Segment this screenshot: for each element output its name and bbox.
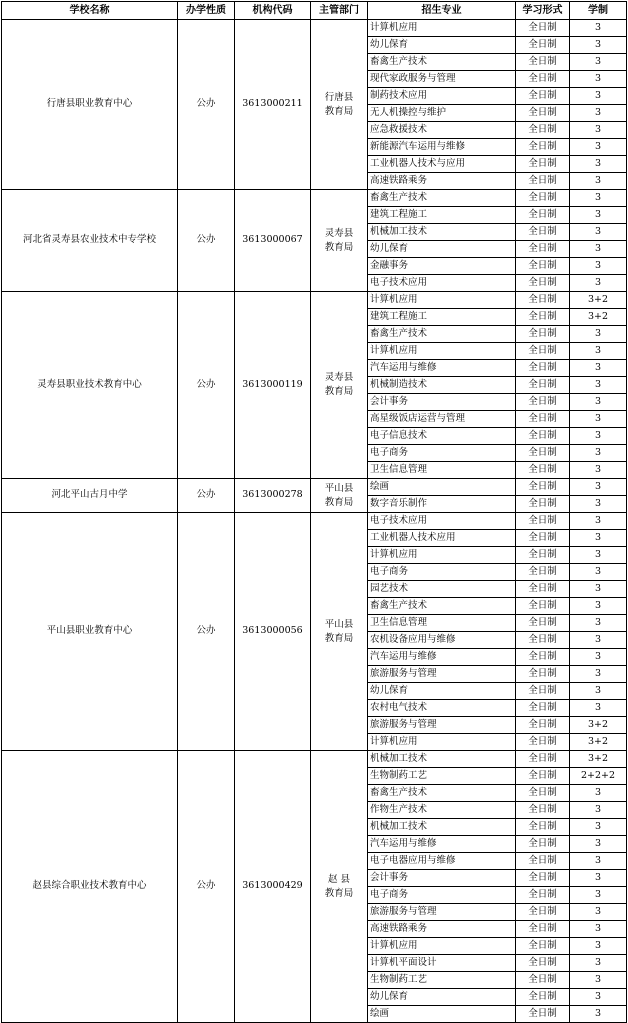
school-name-cell: 平山县职业教育中心 <box>2 513 178 751</box>
study-form-cell: 全日制 <box>516 989 570 1006</box>
duration-cell: 3 <box>570 683 627 700</box>
major-cell: 旅游服务与管理 <box>368 904 516 921</box>
institution-code-cell: 3613000278 <box>235 479 311 513</box>
major-cell: 应急救援技术 <box>368 122 516 139</box>
header-school: 学校名称 <box>2 2 178 20</box>
duration-cell: 3 <box>570 615 627 632</box>
duration-cell: 3 <box>570 921 627 938</box>
duration-cell: 3 <box>570 581 627 598</box>
study-form-cell: 全日制 <box>516 819 570 836</box>
duration-cell: 3 <box>570 139 627 156</box>
duration-cell: 3 <box>570 156 627 173</box>
duration-cell: 3+2 <box>570 751 627 768</box>
school-nature-cell: 公办 <box>178 20 235 190</box>
major-cell: 计算机应用 <box>368 734 516 751</box>
duration-cell: 3 <box>570 496 627 513</box>
duration-cell: 3 <box>570 479 627 496</box>
duration-cell: 3 <box>570 173 627 190</box>
major-cell: 绘画 <box>368 479 516 496</box>
duration-cell: 3 <box>570 938 627 955</box>
school-nature-cell: 公办 <box>178 292 235 479</box>
header-duration: 学制 <box>570 2 627 20</box>
table-row <box>2 513 627 530</box>
study-form-cell: 全日制 <box>516 445 570 462</box>
major-cell: 旅游服务与管理 <box>368 717 516 734</box>
major-cell: 高速铁路乘务 <box>368 173 516 190</box>
major-cell: 金融事务 <box>368 258 516 275</box>
header-form: 学习形式 <box>516 2 570 20</box>
study-form-cell: 全日制 <box>516 360 570 377</box>
study-form-cell: 全日制 <box>516 37 570 54</box>
study-form-cell: 全日制 <box>516 479 570 496</box>
study-form-cell: 全日制 <box>516 853 570 870</box>
duration-cell: 3 <box>570 853 627 870</box>
study-form-cell: 全日制 <box>516 598 570 615</box>
study-form-cell: 全日制 <box>516 904 570 921</box>
study-form-cell: 全日制 <box>516 258 570 275</box>
school-name-cell: 赵县综合职业技术教育中心 <box>2 751 178 1023</box>
study-form-cell: 全日制 <box>516 751 570 768</box>
duration-cell: 3 <box>570 394 627 411</box>
major-cell: 电子信息技术 <box>368 428 516 445</box>
duration-cell: 3 <box>570 343 627 360</box>
duration-cell: 3 <box>570 1006 627 1023</box>
major-cell: 计算机平面设计 <box>368 955 516 972</box>
institution-code-cell: 3613000211 <box>235 20 311 190</box>
major-cell: 电子商务 <box>368 887 516 904</box>
major-cell: 无人机操控与维护 <box>368 105 516 122</box>
major-cell: 工业机器人技术应用 <box>368 530 516 547</box>
duration-cell: 3 <box>570 513 627 530</box>
major-cell: 会计事务 <box>368 870 516 887</box>
duration-cell: 3 <box>570 700 627 717</box>
duration-cell: 3 <box>570 224 627 241</box>
major-cell: 作物生产技术 <box>368 802 516 819</box>
study-form-cell: 全日制 <box>516 870 570 887</box>
duration-cell: 3 <box>570 870 627 887</box>
major-cell: 制药技术应用 <box>368 88 516 105</box>
duration-cell: 3 <box>570 666 627 683</box>
major-cell: 畜禽生产技术 <box>368 785 516 802</box>
major-cell: 卫生信息管理 <box>368 615 516 632</box>
study-form-cell: 全日制 <box>516 54 570 71</box>
duration-cell: 2+2+2 <box>570 768 627 785</box>
major-cell: 畜禽生产技术 <box>368 326 516 343</box>
duration-cell: 3 <box>570 989 627 1006</box>
major-cell: 畜禽生产技术 <box>368 54 516 71</box>
study-form-cell: 全日制 <box>516 241 570 258</box>
study-form-cell: 全日制 <box>516 683 570 700</box>
duration-cell: 3+2 <box>570 717 627 734</box>
duration-cell: 3 <box>570 428 627 445</box>
study-form-cell: 全日制 <box>516 734 570 751</box>
duration-cell: 3 <box>570 802 627 819</box>
authority-cell: 灵寿县 教育局 <box>311 190 368 292</box>
major-cell: 高星级饭店运营与管理 <box>368 411 516 428</box>
study-form-cell: 全日制 <box>516 530 570 547</box>
study-form-cell: 全日制 <box>516 105 570 122</box>
major-cell: 建筑工程施工 <box>368 309 516 326</box>
table-row <box>2 190 627 207</box>
study-form-cell: 全日制 <box>516 224 570 241</box>
study-form-cell: 全日制 <box>516 411 570 428</box>
study-form-cell: 全日制 <box>516 326 570 343</box>
major-cell: 汽车运用与维修 <box>368 649 516 666</box>
study-form-cell: 全日制 <box>516 649 570 666</box>
duration-cell: 3 <box>570 105 627 122</box>
study-form-cell: 全日制 <box>516 496 570 513</box>
duration-cell: 3 <box>570 71 627 88</box>
major-cell: 会计事务 <box>368 394 516 411</box>
study-form-cell: 全日制 <box>516 292 570 309</box>
major-cell: 幼儿保育 <box>368 989 516 1006</box>
study-form-cell: 全日制 <box>516 20 570 37</box>
enrollment-table <box>1 1 627 1023</box>
major-cell: 幼儿保育 <box>368 683 516 700</box>
study-form-cell: 全日制 <box>516 581 570 598</box>
major-cell: 电子电器应用与维修 <box>368 853 516 870</box>
duration-cell: 3 <box>570 207 627 224</box>
duration-cell: 3 <box>570 360 627 377</box>
duration-cell: 3 <box>570 547 627 564</box>
study-form-cell: 全日制 <box>516 700 570 717</box>
study-form-cell: 全日制 <box>516 717 570 734</box>
study-form-cell: 全日制 <box>516 785 570 802</box>
major-cell: 计算机应用 <box>368 343 516 360</box>
major-cell: 数字音乐制作 <box>368 496 516 513</box>
study-form-cell: 全日制 <box>516 955 570 972</box>
study-form-cell: 全日制 <box>516 513 570 530</box>
institution-code-cell: 3613000429 <box>235 751 311 1023</box>
duration-cell: 3 <box>570 649 627 666</box>
major-cell: 农村电气技术 <box>368 700 516 717</box>
duration-cell: 3 <box>570 955 627 972</box>
table-row <box>2 292 627 309</box>
major-cell: 高速铁路乘务 <box>368 921 516 938</box>
duration-cell: 3 <box>570 564 627 581</box>
major-cell: 现代家政服务与管理 <box>368 71 516 88</box>
school-name-cell: 行唐县职业教育中心 <box>2 20 178 190</box>
major-cell: 计算机应用 <box>368 938 516 955</box>
duration-cell: 3 <box>570 258 627 275</box>
study-form-cell: 全日制 <box>516 309 570 326</box>
major-cell: 机械加工技术 <box>368 819 516 836</box>
study-form-cell: 全日制 <box>516 887 570 904</box>
duration-cell: 3 <box>570 598 627 615</box>
header-row <box>2 2 627 20</box>
duration-cell: 3 <box>570 462 627 479</box>
study-form-cell: 全日制 <box>516 394 570 411</box>
authority-cell: 赵 县 教育局 <box>311 751 368 1023</box>
duration-cell: 3 <box>570 20 627 37</box>
study-form-cell: 全日制 <box>516 547 570 564</box>
major-cell: 畜禽生产技术 <box>368 598 516 615</box>
major-cell: 计算机应用 <box>368 547 516 564</box>
study-form-cell: 全日制 <box>516 190 570 207</box>
duration-cell: 3+2 <box>570 734 627 751</box>
table-body <box>2 20 627 1023</box>
institution-code-cell: 3613000056 <box>235 513 311 751</box>
duration-cell: 3 <box>570 836 627 853</box>
major-cell: 园艺技术 <box>368 581 516 598</box>
study-form-cell: 全日制 <box>516 632 570 649</box>
school-nature-cell: 公办 <box>178 513 235 751</box>
major-cell: 生物制药工艺 <box>368 972 516 989</box>
major-cell: 汽车运用与维修 <box>368 360 516 377</box>
major-cell: 畜禽生产技术 <box>368 190 516 207</box>
major-cell: 电子商务 <box>368 445 516 462</box>
study-form-cell: 全日制 <box>516 275 570 292</box>
major-cell: 生物制药工艺 <box>368 768 516 785</box>
duration-cell: 3 <box>570 530 627 547</box>
major-cell: 机械制造技术 <box>368 377 516 394</box>
duration-cell: 3 <box>570 326 627 343</box>
school-name-cell: 河北省灵寿县农业技术中专学校 <box>2 190 178 292</box>
major-cell: 电子技术应用 <box>368 513 516 530</box>
study-form-cell: 全日制 <box>516 972 570 989</box>
school-name-cell: 灵寿县职业技术教育中心 <box>2 292 178 479</box>
study-form-cell: 全日制 <box>516 122 570 139</box>
study-form-cell: 全日制 <box>516 207 570 224</box>
study-form-cell: 全日制 <box>516 564 570 581</box>
school-nature-cell: 公办 <box>178 479 235 513</box>
header-major: 招生专业 <box>368 2 516 20</box>
major-cell: 汽车运用与维修 <box>368 836 516 853</box>
duration-cell: 3 <box>570 632 627 649</box>
major-cell: 旅游服务与管理 <box>368 666 516 683</box>
major-cell: 计算机应用 <box>368 292 516 309</box>
school-name-cell: 河北平山古月中学 <box>2 479 178 513</box>
duration-cell: 3+2 <box>570 309 627 326</box>
study-form-cell: 全日制 <box>516 71 570 88</box>
major-cell: 新能源汽车运用与维修 <box>368 139 516 156</box>
duration-cell: 3 <box>570 37 627 54</box>
study-form-cell: 全日制 <box>516 938 570 955</box>
major-cell: 建筑工程施工 <box>368 207 516 224</box>
authority-cell: 灵寿县 教育局 <box>311 292 368 479</box>
duration-cell: 3 <box>570 275 627 292</box>
study-form-cell: 全日制 <box>516 377 570 394</box>
header-nature: 办学性质 <box>178 2 235 20</box>
duration-cell: 3 <box>570 190 627 207</box>
study-form-cell: 全日制 <box>516 139 570 156</box>
duration-cell: 3 <box>570 377 627 394</box>
major-cell: 电子商务 <box>368 564 516 581</box>
duration-cell: 3 <box>570 88 627 105</box>
duration-cell: 3 <box>570 241 627 258</box>
major-cell: 机械加工技术 <box>368 751 516 768</box>
study-form-cell: 全日制 <box>516 343 570 360</box>
major-cell: 幼儿保育 <box>368 37 516 54</box>
study-form-cell: 全日制 <box>516 921 570 938</box>
duration-cell: 3 <box>570 819 627 836</box>
duration-cell: 3 <box>570 445 627 462</box>
header-authority: 主管部门 <box>311 2 368 20</box>
duration-cell: 3 <box>570 904 627 921</box>
table-row <box>2 20 627 37</box>
study-form-cell: 全日制 <box>516 173 570 190</box>
study-form-cell: 全日制 <box>516 1006 570 1023</box>
study-form-cell: 全日制 <box>516 768 570 785</box>
table-row <box>2 479 627 496</box>
major-cell: 计算机应用 <box>368 20 516 37</box>
duration-cell: 3 <box>570 54 627 71</box>
study-form-cell: 全日制 <box>516 802 570 819</box>
major-cell: 卫生信息管理 <box>368 462 516 479</box>
major-cell: 工业机器人技术与应用 <box>368 156 516 173</box>
major-cell: 农机设备应用与维修 <box>368 632 516 649</box>
header-code: 机构代码 <box>235 2 311 20</box>
duration-cell: 3 <box>570 122 627 139</box>
study-form-cell: 全日制 <box>516 462 570 479</box>
study-form-cell: 全日制 <box>516 428 570 445</box>
school-nature-cell: 公办 <box>178 190 235 292</box>
study-form-cell: 全日制 <box>516 88 570 105</box>
major-cell: 机械加工技术 <box>368 224 516 241</box>
authority-cell: 行唐县 教育局 <box>311 20 368 190</box>
major-cell: 电子技术应用 <box>368 275 516 292</box>
authority-cell: 平山县 教育局 <box>311 479 368 513</box>
authority-cell: 平山县 教育局 <box>311 513 368 751</box>
duration-cell: 3 <box>570 972 627 989</box>
study-form-cell: 全日制 <box>516 666 570 683</box>
enrollment-table-sheet <box>1 1 627 1023</box>
major-cell: 绘画 <box>368 1006 516 1023</box>
study-form-cell: 全日制 <box>516 836 570 853</box>
institution-code-cell: 3613000067 <box>235 190 311 292</box>
duration-cell: 3+2 <box>570 292 627 309</box>
duration-cell: 3 <box>570 887 627 904</box>
study-form-cell: 全日制 <box>516 615 570 632</box>
institution-code-cell: 3613000119 <box>235 292 311 479</box>
major-cell: 幼儿保育 <box>368 241 516 258</box>
school-nature-cell: 公办 <box>178 751 235 1023</box>
duration-cell: 3 <box>570 785 627 802</box>
study-form-cell: 全日制 <box>516 156 570 173</box>
duration-cell: 3 <box>570 411 627 428</box>
table-row <box>2 751 627 768</box>
